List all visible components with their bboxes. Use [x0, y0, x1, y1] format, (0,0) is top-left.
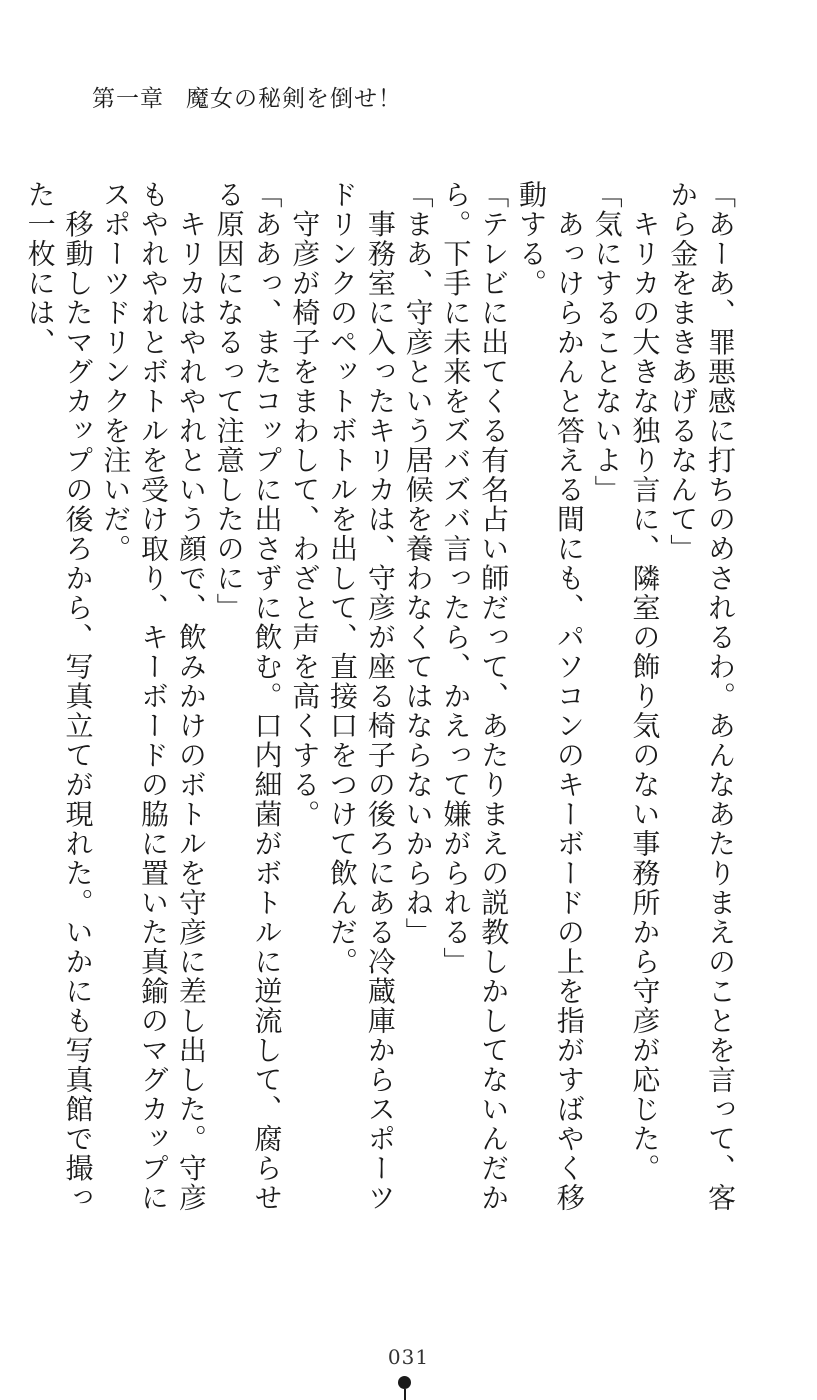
chapter-title: 魔女の秘剣を倒せ！	[186, 86, 402, 112]
paragraph: 移動したマグカップの後ろから、写真立てが現れた。いかにも写真館で撮った一枚には、	[23, 180, 95, 1213]
paragraph: キリカの大きな独り言に、隣室の飾り気のない事務所から守彦が応じた。	[628, 180, 662, 1183]
paragraph: 「気にすることないよ」	[590, 180, 624, 505]
paragraph: 「あーあ、罪悪感に打ちのめされるわ。あんなあたりまえのことを言って、客から金をまきあげるなんて」	[666, 180, 737, 1213]
chapter-label: 第一章	[92, 86, 164, 112]
paragraph: 守彦が椅子をまわして、わざと声を高くする。	[288, 180, 322, 829]
page-number: 031	[387, 1345, 430, 1369]
page-marker-dot	[398, 1376, 411, 1389]
page-marker-line	[404, 1389, 406, 1400]
paragraph: あっけらかんと答える間にも、パソコンのキーボードの上を指がすばやく移動する。	[515, 180, 586, 1213]
running-header	[92, 82, 402, 116]
paragraph: 事務室に入ったキリカは、守彦が座る椅子の後ろにある冷蔵庫からスポーツドリンクのペットボトルを出して、直接口をつけて飲んだ。	[326, 180, 397, 1213]
paragraph: 「まあ、守彦という居候を養わなくてはならないからね」	[401, 180, 435, 947]
paragraph: キリカはやれやれという顔で、飲みかけのボトルを守彦に差し出した。守彦もやれやれとボトルを受け取り、キーボードの脇に置いた真鍮のマグカップにスポーツドリンクを注いだ。	[99, 180, 208, 1213]
vertical-body-text	[21, 180, 739, 1240]
paragraph: 「ああっ、またコップに出さずに飲む。口内細菌がボトルに逆流して、腐らせる原因になるって注意したのに」	[212, 180, 284, 1213]
paragraph: 「テレビに出てくる有名占い師だって、あたりまえの説教しかしてないんだから。下手に未来をズバズバ言ったら、かえって嫌がられる」	[439, 180, 511, 1213]
